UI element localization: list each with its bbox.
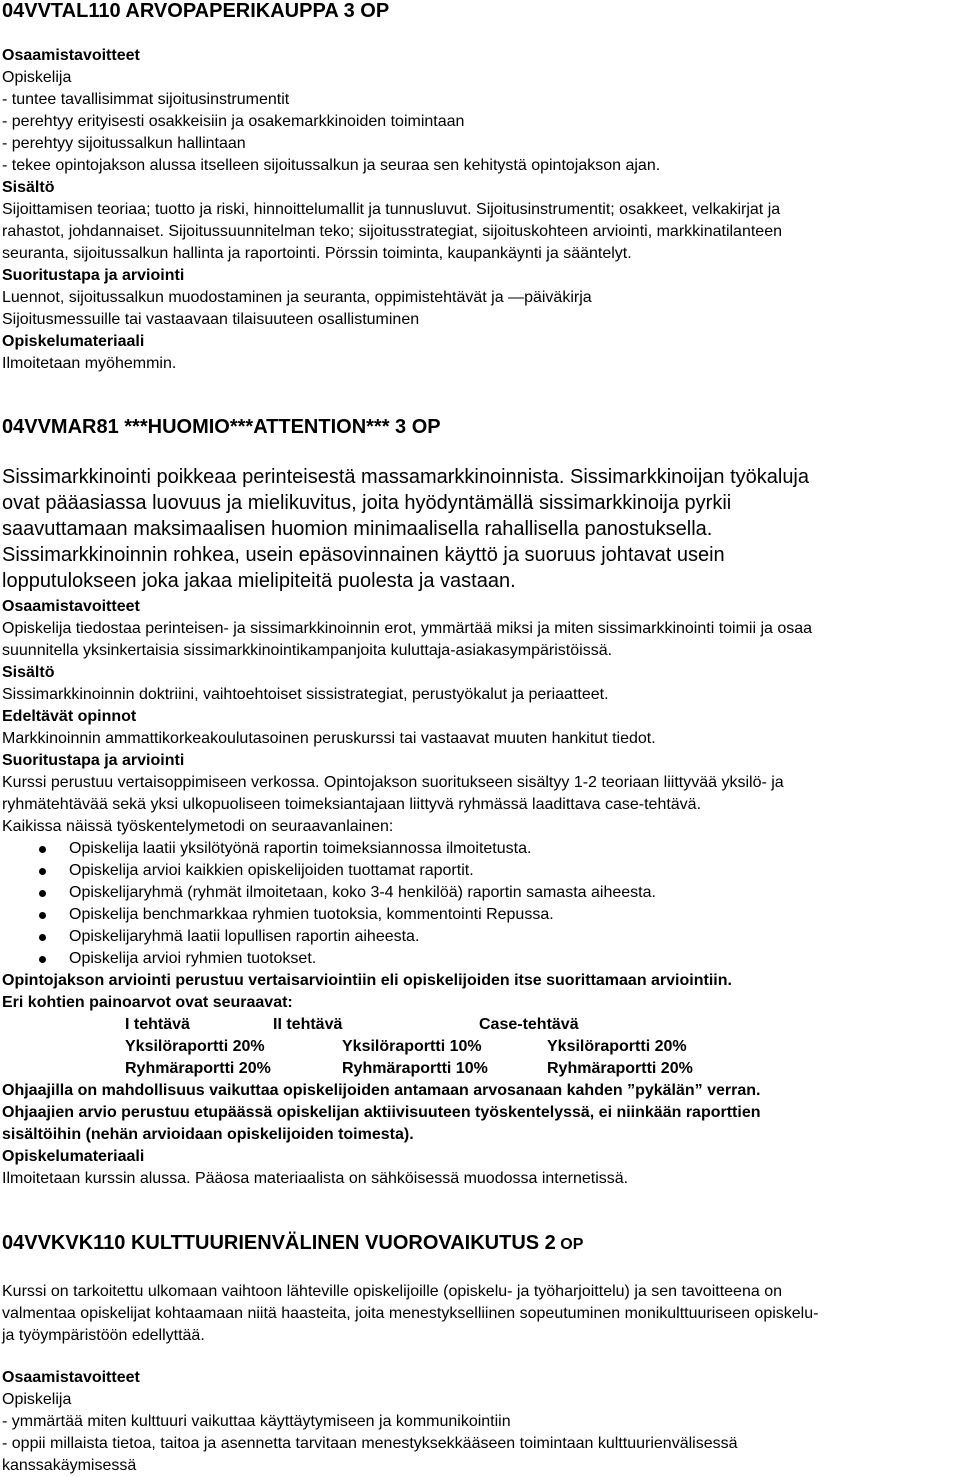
bullet-dot (39, 934, 46, 941)
material-text: Ilmoitetaan kurssin alussa. Pääosa materiaalista on sähköisessä muodossa internetissä. (2, 1170, 629, 1187)
weights-cell: Yksilöraportti 20% (547, 1038, 687, 1055)
intro-line: Sissimarkkinoinnin rohkea, usein epäsovinnainen käyttö ja suoruus johtavat usein (2, 544, 725, 566)
heading-opiskelumateriaali: Opiskelumateriaali (2, 333, 145, 350)
material-text: Ilmoitetaan myöhemmin. (2, 355, 177, 372)
bullet-dot (39, 890, 46, 897)
student-label: Opiskelija (2, 1391, 72, 1408)
instructor-note-line: Ohjaajien arvio perustuu etupäässä opiskelijan aktiivisuuteen työskentelyssä, ei niinkään raporttien (2, 1104, 761, 1121)
goal-line: - perehtyy sijoitussalkun hallintaan (2, 135, 246, 152)
course-title-kulttuurienvalinen (2, 1232, 583, 1255)
bullet-dot (39, 912, 46, 919)
weights-header-cell: I tehtävä (125, 1016, 190, 1033)
heading-sisalto: Sisältö (2, 179, 55, 196)
weights-cell: Ryhmäraportti 20% (125, 1060, 271, 1077)
goals-line: Opiskelija tiedostaa perinteisen- ja sissimarkkinoinnin erot, ymmärtää miksi ja miten sissimarkkinointi toimii ja osaa (2, 620, 813, 637)
goal-line: - ymmärtää miten kulttuuri vaikuttaa käyttäytymiseen ja kommunikointiin (2, 1413, 511, 1430)
intro-line: ja työympäristöön edellyttää. (2, 1327, 205, 1344)
goal-line: - tuntee tavallisimmat sijoitusinstrumentit (2, 91, 290, 108)
heading-edeltavat-opinnot: Edeltävät opinnot (2, 708, 137, 725)
course-title-arvopaperikauppa: 04VVTAL110 ARVOPAPERIKAUPPA 3 OP (2, 0, 390, 22)
method-line: Sijoitusmessuille tai vastaavaan tilaisuuteen osallistuminen (2, 311, 420, 328)
content-line: Sijoittamisen teoriaa; tuotto ja riski, hinnoittelumallit ja tunnusluvut. Sijoitusinstrumentit; osakkeet, velkakirjat ja (2, 201, 781, 218)
weights-cell: Yksilöraportti 10% (342, 1038, 482, 1055)
list-item: Opiskelija arvioi ryhmien tuotokset. (69, 950, 317, 967)
heading-suoritustapa: Suoritustapa ja arviointi (2, 752, 185, 769)
weights-header-cell: Case-tehtävä (479, 1016, 579, 1033)
weights-cell: Ryhmäraportti 10% (342, 1060, 488, 1077)
intro-line: lopputulokseen joka jakaa mielipiteitä puolesta ja vastaan. (2, 570, 516, 592)
intro-line: ovat pääasiassa luovuus ja mielikuvitus, joita hyödyntämällä sissimarkkinoija pyrkii (2, 492, 732, 514)
method-line: Kaikissa näissä työskentelymetodi on seuraavanlainen: (2, 818, 394, 835)
intro-line: valmentaa opiskelijat kohtaamaan niitä haasteita, joita menestykselliinen sopeutuminen monikulttuuriseen opiskelu- (2, 1305, 819, 1322)
intro-line: saavuttamaan maksimaalisen huomion minimaalisella rahallisella panostuksella. (2, 518, 713, 540)
goal-line: kanssakäymisessä (2, 1457, 137, 1474)
list-item: Opiskelija laatii yksilötyönä raportin toimeksiannossa ilmoitetusta. (69, 840, 532, 857)
list-item: Opiskelija benchmarkkaa ryhmien tuotoksia, kommentointi Repussa. (69, 906, 554, 923)
prereq-text: Markkinoinnin ammattikorkeakoulutasoinen peruskurssi tai vastaavat muuten hankitut tiedot. (2, 730, 656, 747)
heading-osaamistavoitteet: Osaamistavoitteet (2, 598, 140, 615)
heading-suoritustapa: Suoritustapa ja arviointi (2, 267, 185, 284)
list-item: Opiskelijaryhmä laatii lopullisen raportin aiheesta. (69, 928, 420, 945)
goal-line: - tekee opintojakson alussa itselleen sijoitussalkun ja seuraa sen kehitystä opintojakson ajan. (2, 157, 661, 174)
method-line: Kurssi perustuu vertaisoppimiseen verkossa. Opintojakson suoritukseen sisältyy 1-2 teoriaan liittyvää yksilö- ja (2, 774, 784, 791)
student-label: Opiskelija (2, 69, 72, 86)
heading-osaamistavoitteet: Osaamistavoitteet (2, 1369, 140, 1386)
bullet-dot (39, 846, 46, 853)
heading-osaamistavoitteet: Osaamistavoitteet (2, 47, 140, 64)
instructor-note-line: sisältöihin (nehän arvioidaan opiskelijoiden toimesta). (2, 1126, 414, 1143)
method-line: Luennot, sijoitussalkun muodostaminen ja seuranta, oppimistehtävät ja —päiväkirja (2, 289, 592, 306)
goals-line: suunnitella yksinkertaisia sissimarkkinointikampanjoita kuluttaja-asiakasympäristöissä. (2, 642, 613, 659)
weights-title: Eri kohtien painoarvot ovat seuraavat: (2, 994, 293, 1011)
bullet-dot (39, 956, 46, 963)
list-item: Opiskelija arvioi kaikkien opiskelijoiden tuottamat raportit. (69, 862, 474, 879)
goal-line: - perehtyy erityisesti osakkeisiin ja osakemarkkinoiden toimintaan (2, 113, 465, 130)
instructor-note: Ohjaajilla on mahdollisuus vaikuttaa opiskelijoiden antamaan arvosanaan kahden ”pykälän” verran. (2, 1082, 761, 1099)
intro-line: Sissimarkkinointi poikkeaa perinteisestä massamarkkinoinnista. Sissimarkkinoijan työkaluja (2, 466, 810, 488)
heading-opiskelumateriaali: Opiskelumateriaali (2, 1148, 145, 1165)
evaluation-note: Opintojakson arviointi perustuu vertaisarviointiin eli opiskelijoiden itse suorittamaan arviointiin. (2, 972, 732, 989)
weights-cell: Ryhmäraportti 20% (547, 1060, 693, 1077)
heading-sisalto: Sisältö (2, 664, 55, 681)
list-item: Opiskelijaryhmä (ryhmät ilmoitetaan, koko 3-4 henkilöä) raportin samasta aiheesta. (69, 884, 656, 901)
content-text: Sissimarkkinoinnin doktriini, vaihtoehtoiset sissistrategiat, perustyökalut ja periaatteet. (2, 686, 609, 703)
weights-cell: Yksilöraportti 20% (125, 1038, 265, 1055)
bullet-dot (39, 868, 46, 875)
content-line: seuranta, sijoitussalkun hallinta ja raportointi. Pörssin toiminta, kaupankäynti ja sääntelyt. (2, 245, 632, 262)
intro-line: Kurssi on tarkoitettu ulkomaan vaihtoon lähteville opiskelijoille (opiskelu- ja työharjoittelu) ja sen tavoitteena on (2, 1283, 782, 1300)
method-line: ryhmätehtävää sekä yksi ulkopuoliseen toimeksiantajaan liittyvä ryhmässä laadittava case-tehtävä. (2, 796, 702, 813)
course-title-huomio: 04VVMAR81 ***HUOMIO***ATTENTION*** 3 OP (2, 416, 441, 438)
weights-header-cell: II tehtävä (273, 1016, 343, 1033)
goal-line: - oppii millaista tietoa, taitoa ja asennetta tarvitaan menestyksekkääseen toimintaan kulttuurienvälisessä (2, 1435, 738, 1452)
content-line: rahastot, johdannaiset. Sijoitussuunnitelman teko; sijoitusstrategiat, sijoituskohteen arviointi, markkinatilanteen (2, 223, 782, 240)
course-title-op: OP (560, 1236, 584, 1253)
course-title-main: 04VVKVK110 KULTTUURIENVÄLINEN VUOROVAIKUTUS 2 (2, 1232, 556, 1254)
